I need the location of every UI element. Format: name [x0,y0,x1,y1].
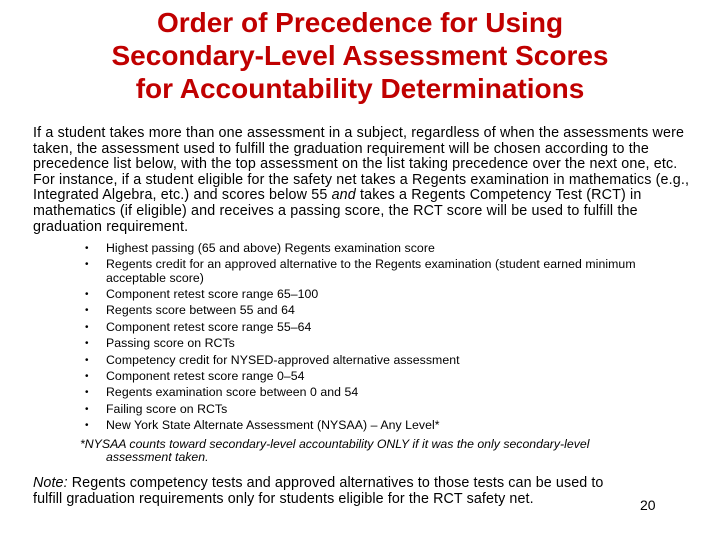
intro-text-part-2: takes a Regents Competency Test (RCT) in mathematics (if eligible) and receives a passing score, the RCT score will be used to fulfill the graduation requirement. [33,187,642,235]
precedence-item-text: Component retest score range 0–54 [106,368,305,383]
precedence-item-6 [80,337,680,350]
title-line-2: Secondary-Level Assessment Scores [111,40,609,71]
bullet-icon: • [85,354,89,366]
note-text: Regents competency tests and approved alternatives to those tests can be used to fulfill graduation requirements only for students eligible for the RCT safety net. [33,475,604,507]
rct-note [33,476,623,507]
intro-italic-word: and [331,187,356,204]
bullet-icon: • [85,288,89,300]
precedence-item-text: Failing score on RCTs [106,401,228,416]
bullet-icon: • [85,420,89,432]
precedence-item-text: Regents score between 55 and 64 [106,303,295,318]
precedence-item-text: New York State Alternate Assessment (NYSAA) – Any Level* [106,418,440,433]
bullet-icon: • [85,403,89,415]
bullet-icon: • [85,387,89,399]
precedence-item-text: Competency credit for NYSED-approved alternative assessment [106,352,460,367]
precedence-item-9 [80,386,680,399]
precedence-item-text: Component retest score range 55–64 [106,319,312,334]
intro-paragraph [33,126,693,235]
bullet-icon: • [85,305,89,317]
precedence-item-text: Passing score on RCTs [106,336,235,351]
precedence-item-11 [80,419,680,432]
intro-text-part-1: If a student takes more than one assessment in a subject, regardless of when the assessments were taken, the assessment used to fulfill the graduation requirement will be chosen according to the precedence list below, with the top assessment on the list taking precedence over the next one, etc. For instance, if a student eligible for the safety net takes a Regents examination in mathematics (e.g., Integrated Algebra, etc.) and scores below 55 [33,125,690,204]
precedence-item-2 [80,258,680,284]
bullet-icon: • [85,259,89,271]
precedence-item-1 [80,242,680,255]
nysaa-footnote [80,438,680,464]
precedence-item-10 [80,403,680,416]
title-line-3: for Accountability Determinations [135,73,585,104]
precedence-item-8 [80,370,680,383]
precedence-item-4 [80,304,680,317]
precedence-item-7 [80,354,680,367]
bullet-icon: • [85,321,89,333]
bullet-icon: • [85,338,89,350]
footnote-line-2: assessment taken. [106,450,209,465]
footnote-line-1: *NYSAA counts toward secondary-level accountability ONLY if it was the only secondary-level [80,437,590,451]
slide-title [20,6,700,105]
precedence-list [80,242,680,436]
bullet-icon: • [85,243,89,254]
precedence-item-text: Highest passing (65 and above) Regents examination score [106,241,435,255]
precedence-item-5 [80,321,680,334]
precedence-item-text: Regents credit for an approved alternative to the Regents examination (student earned minimum acceptable score) [106,257,636,285]
page-number: 20 [640,497,656,513]
precedence-item-text: Component retest score range 65–100 [106,286,319,301]
note-label: Note: [33,475,68,491]
bullet-icon: • [85,370,89,382]
precedence-item-text: Regents examination score between 0 and 54 [106,385,359,400]
title-line-1: Order of Precedence for Using [156,7,564,38]
precedence-item-3 [80,288,680,301]
